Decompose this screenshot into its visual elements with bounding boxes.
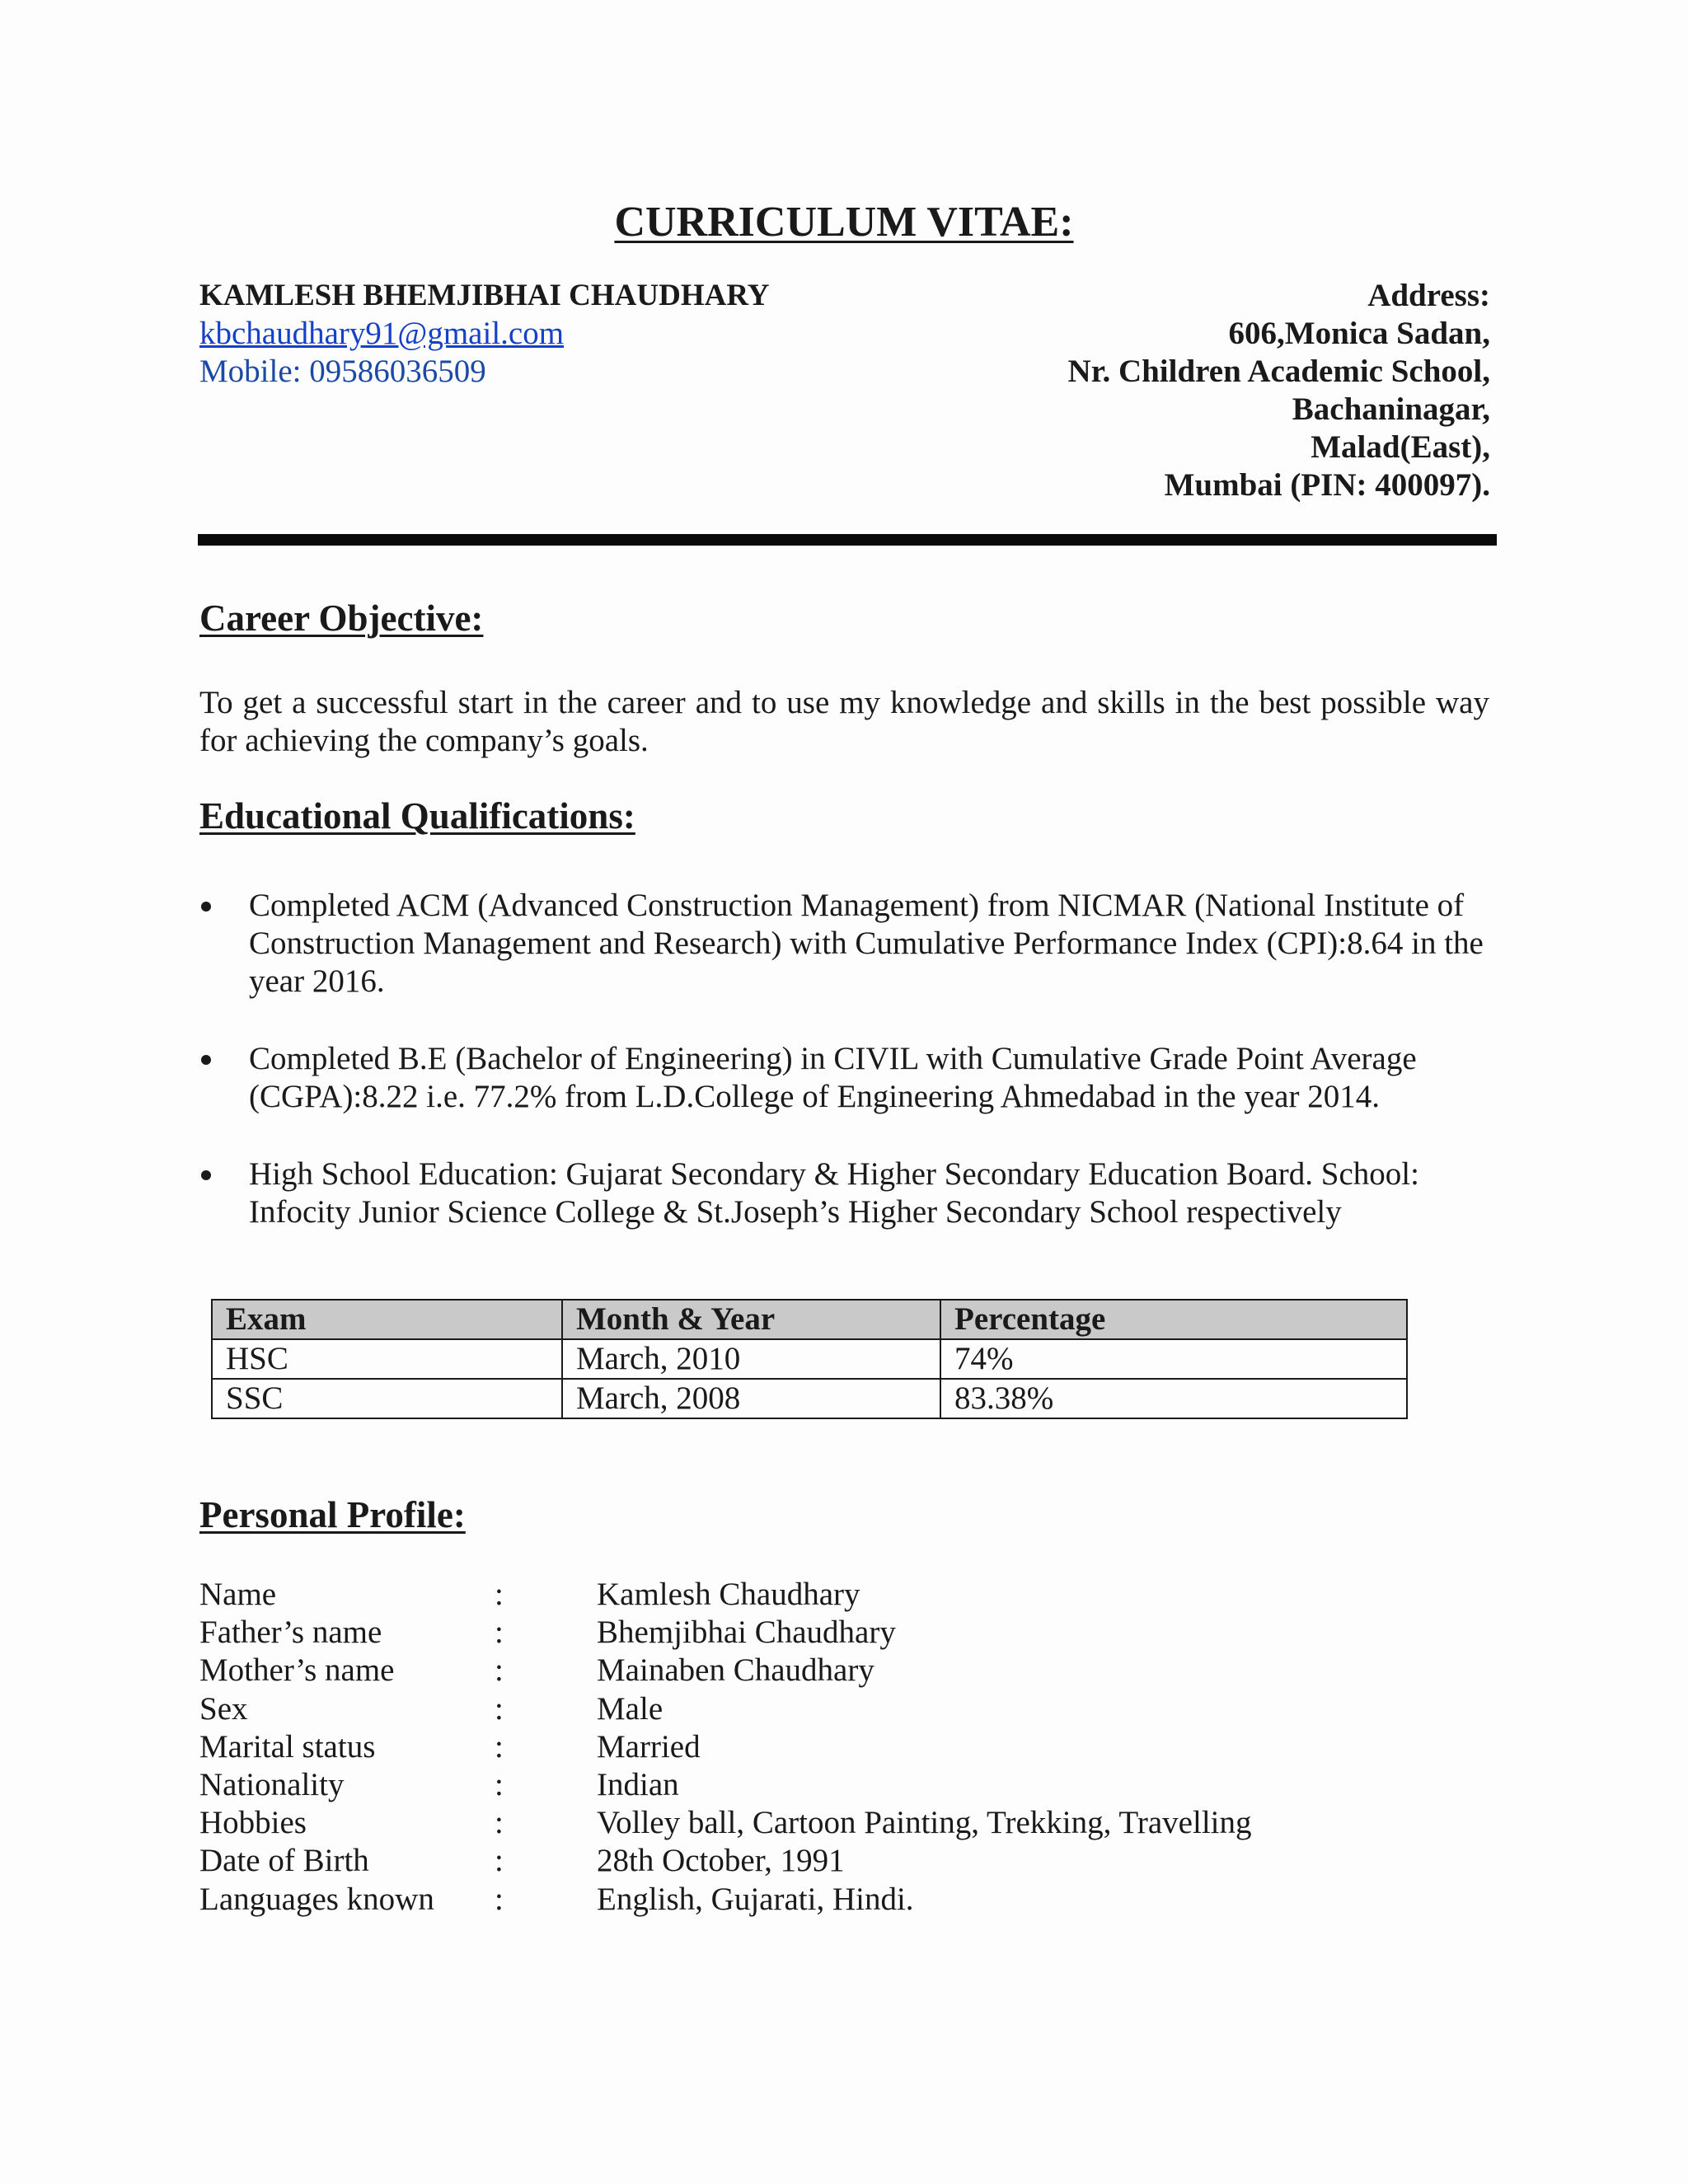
profile-label: Nationality	[199, 1767, 345, 1803]
bullet-icon	[201, 1170, 211, 1180]
profile-value: Indian	[597, 1767, 679, 1803]
profile-separator: :	[495, 1843, 504, 1879]
table-cell: 83.38%	[940, 1379, 1407, 1418]
education-item-text: Completed ACM (Advanced Construction Management) from NICMAR (National Institute of Construction Management and Research) with Cumulative Performance Index (CPI):8.64 in the year 2016.	[249, 888, 1484, 999]
exam-results-table	[211, 1299, 1408, 1419]
table-row	[212, 1339, 1407, 1379]
profile-row	[199, 1614, 1252, 1652]
education-list	[199, 887, 1502, 1271]
profile-value: English, Gujarati, Hindi.	[597, 1881, 914, 1917]
table-header-row	[212, 1300, 1407, 1339]
profile-label: Marital status	[199, 1728, 376, 1765]
profile-label: Father’s name	[199, 1615, 382, 1651]
page-title: CURRICULUM VITAE:	[614, 199, 1074, 246]
education-item-text: High School Education: Gujarat Secondary & Higher Secondary Education Board. School: Infocity Junior Science College & St.Joseph’s Higher Secondary School respectively	[249, 1156, 1419, 1230]
profile-value: Married	[597, 1728, 701, 1765]
education-heading: Educational Qualifications:	[199, 795, 635, 837]
email-link[interactable]: kbchaudhary91@gmail.com	[199, 316, 565, 351]
address-line: Malad(East),	[1311, 429, 1490, 465]
list-item	[199, 887, 1502, 1001]
profile-separator: :	[495, 1805, 504, 1841]
profile-separator: :	[495, 1615, 504, 1651]
column-header: Exam	[212, 1300, 562, 1339]
column-header: Month & Year	[562, 1300, 940, 1339]
column-header: Percentage	[940, 1300, 1407, 1339]
table-cell: HSC	[212, 1339, 562, 1379]
mobile-number: Mobile: 09586036509	[199, 354, 486, 389]
profile-row	[199, 1804, 1252, 1842]
profile-row	[199, 1576, 1252, 1614]
profile-value: Male	[597, 1690, 663, 1727]
contact-block	[199, 277, 769, 391]
personal-profile-heading: Personal Profile:	[199, 1494, 466, 1535]
address-line: Mumbai (PIN: 400097).	[1164, 467, 1490, 503]
address-label: Address:	[1367, 278, 1490, 313]
bullet-icon	[201, 902, 211, 912]
profile-row	[199, 1881, 1252, 1919]
address-line: 606,Monica Sadan,	[1228, 316, 1490, 351]
profile-label: Date of Birth	[199, 1843, 369, 1879]
profile-label: Mother’s name	[199, 1652, 395, 1689]
personal-profile-list	[199, 1576, 1252, 1919]
career-objective-text: To get a successful start in the career and to use my knowledge and skills in the best possible way for achieving the company’s goals.	[199, 685, 1489, 758]
list-item	[199, 1155, 1502, 1231]
profile-label: Languages known	[199, 1881, 434, 1917]
table-cell: March, 2008	[562, 1379, 940, 1418]
table-row	[212, 1379, 1407, 1418]
profile-value: Bhemjibhai Chaudhary	[597, 1615, 896, 1651]
header-divider	[198, 534, 1497, 546]
profile-row	[199, 1652, 1252, 1690]
profile-value: Volley ball, Cartoon Painting, Trekking, Travelling	[597, 1805, 1252, 1841]
profile-label: Sex	[199, 1690, 248, 1727]
profile-label: Hobbies	[199, 1805, 307, 1841]
profile-separator: :	[495, 1577, 504, 1612]
profile-row	[199, 1766, 1252, 1804]
address-line: Bachaninagar,	[1292, 391, 1490, 427]
profile-separator: :	[495, 1728, 504, 1765]
profile-separator: :	[495, 1881, 504, 1917]
candidate-name: KAMLESH BHEMJIBHAI CHAUDHARY	[199, 279, 770, 312]
table-cell: March, 2010	[562, 1339, 940, 1379]
education-item-text: Completed B.E (Bachelor of Engineering) in CIVIL with Cumulative Grade Point Average (CGPA):8.22 i.e. 77.2% from L.D.College of Engineering Ahmedabad in the year 2014.	[249, 1041, 1417, 1114]
list-item	[199, 1040, 1502, 1116]
profile-value: 28th October, 1991	[597, 1843, 845, 1879]
table-cell: 74%	[940, 1339, 1407, 1379]
profile-row	[199, 1728, 1252, 1766]
profile-value: Kamlesh Chaudhary	[597, 1577, 860, 1612]
profile-separator: :	[495, 1652, 504, 1689]
profile-row	[199, 1842, 1252, 1880]
profile-value: Mainaben Chaudhary	[597, 1652, 874, 1689]
bullet-icon	[201, 1055, 211, 1065]
career-objective-heading: Career Objective:	[199, 598, 484, 639]
profile-separator: :	[495, 1690, 504, 1727]
table-cell: SSC	[212, 1379, 562, 1418]
profile-label: Name	[199, 1577, 277, 1612]
address-block	[1068, 277, 1490, 504]
profile-separator: :	[495, 1767, 504, 1803]
address-line: Nr. Children Academic School,	[1067, 354, 1490, 389]
profile-row	[199, 1690, 1252, 1728]
